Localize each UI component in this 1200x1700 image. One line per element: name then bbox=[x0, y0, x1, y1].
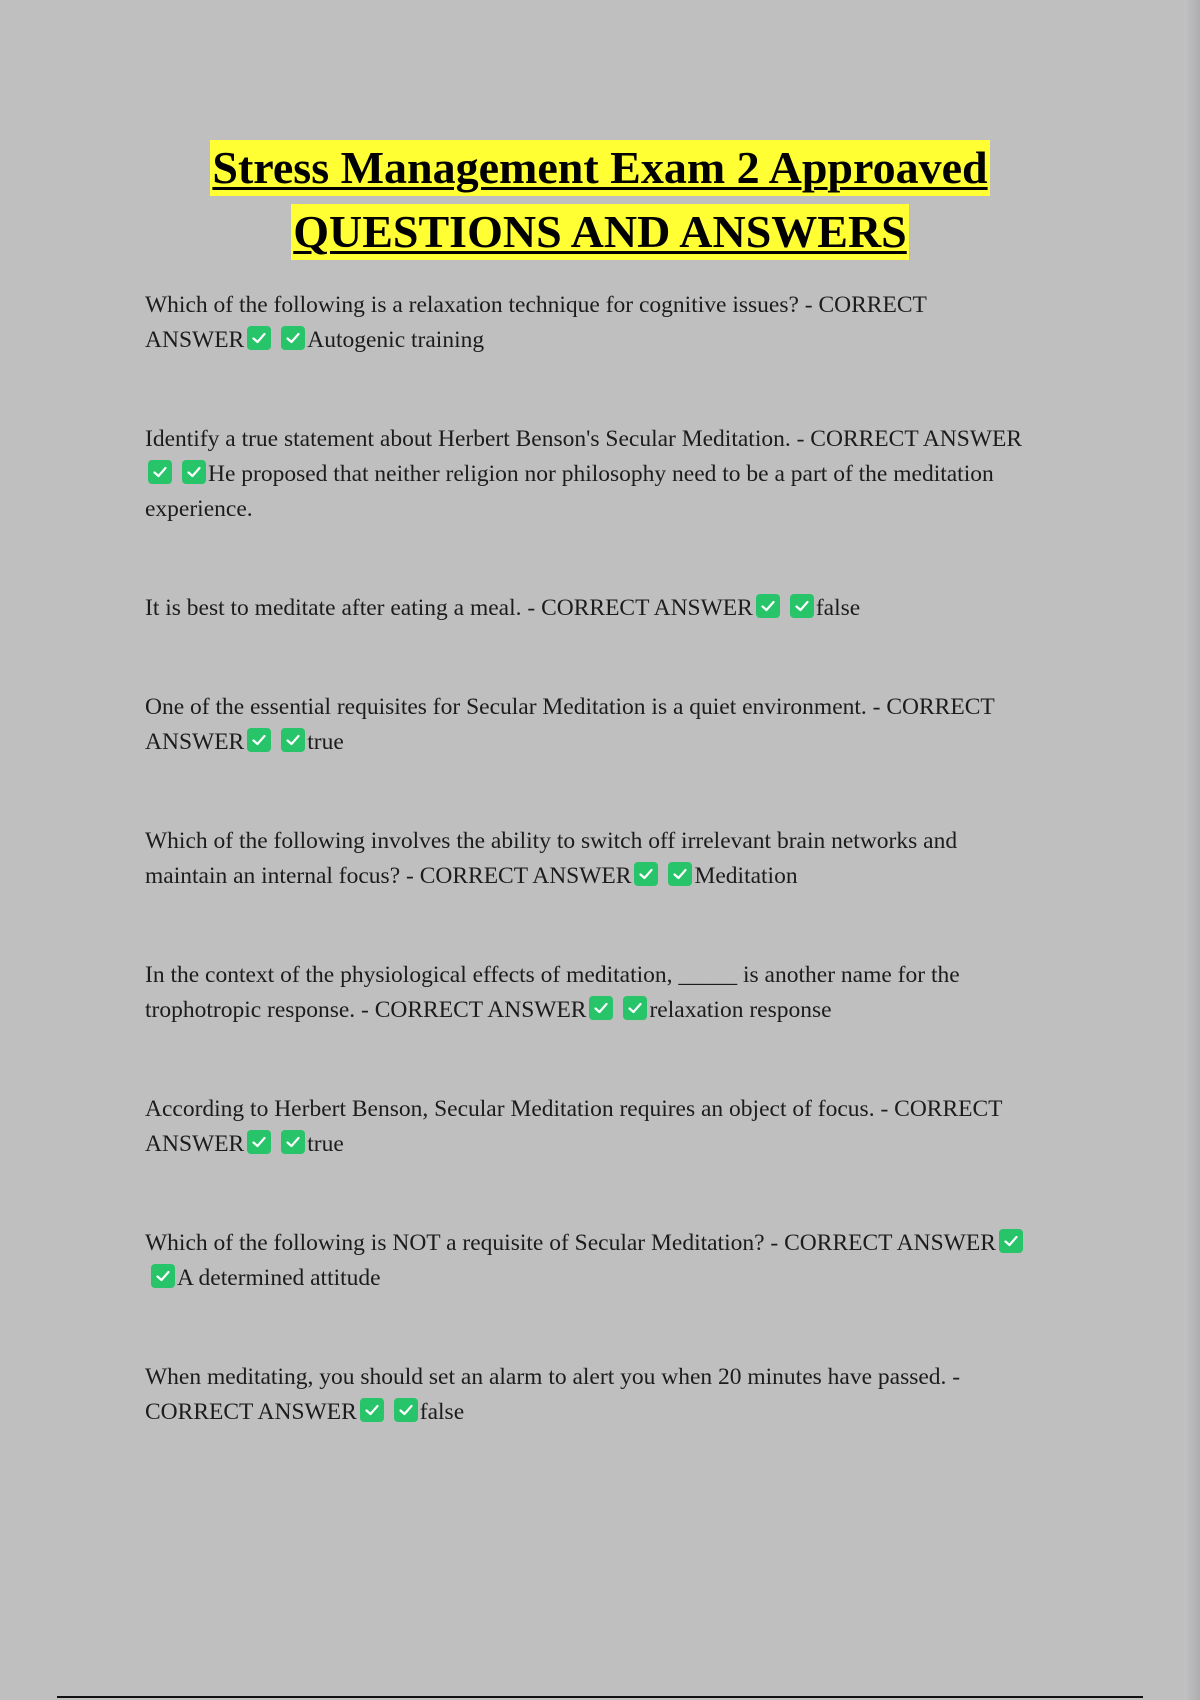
question-text: Which of the following involves the ability to switch off irrelevant brain networks and maintain an internal focus? - CORRECT ANSWER bbox=[145, 828, 958, 889]
question-text: Identify a true statement about Herbert Benson's Secular Meditation. - CORRECT ANSWER bbox=[145, 426, 1023, 452]
check-icon bbox=[281, 326, 305, 350]
question-text: Which of the following is a relaxation technique for cognitive issues? - CORRECT ANSWER bbox=[145, 292, 927, 353]
footer-divider bbox=[57, 1696, 1143, 1698]
check-icon bbox=[634, 862, 658, 886]
check-icon bbox=[148, 460, 172, 484]
question-text: It is best to meditate after eating a meal. - CORRECT ANSWER bbox=[145, 595, 753, 621]
qa-item bbox=[145, 1092, 1030, 1162]
check-icon bbox=[247, 326, 271, 350]
qa-list bbox=[145, 288, 1030, 1494]
qa-item bbox=[145, 591, 1030, 626]
check-icon bbox=[151, 1264, 175, 1288]
document-title bbox=[0, 140, 1200, 268]
title-line-1: Stress Management Exam 2 Approaved bbox=[210, 140, 989, 196]
question-text: One of the essential requisites for Secular Meditation is a quiet environment. - CORRECT ANSWER bbox=[145, 694, 995, 755]
answer-text: He proposed that neither religion nor philosophy need to be a part of the meditation experience. bbox=[145, 461, 994, 522]
question-text: In the context of the physiological effects of meditation, _____ is another name for the trophotropic response. - CORRECT ANSWER bbox=[145, 962, 960, 1023]
answer-text: relaxation response bbox=[649, 997, 832, 1023]
qa-item bbox=[145, 288, 1030, 358]
check-icon bbox=[999, 1229, 1023, 1253]
question-text: According to Herbert Benson, Secular Meditation requires an object of focus. - CORRECT ANSWER bbox=[145, 1096, 1003, 1157]
answer-text: true bbox=[307, 729, 344, 755]
check-icon bbox=[668, 862, 692, 886]
check-icon bbox=[182, 460, 206, 484]
check-icon bbox=[790, 594, 814, 618]
qa-item bbox=[145, 690, 1030, 760]
question-text: When meditating, you should set an alarm to alert you when 20 minutes have passed. - CORRECT ANSWER bbox=[145, 1364, 961, 1425]
check-icon bbox=[247, 1130, 271, 1154]
check-icon bbox=[756, 594, 780, 618]
answer-text: false bbox=[815, 595, 861, 621]
check-icon bbox=[247, 728, 271, 752]
check-icon bbox=[281, 1130, 305, 1154]
answer-text: false bbox=[419, 1399, 465, 1425]
check-icon bbox=[589, 996, 613, 1020]
qa-item bbox=[145, 1360, 1030, 1430]
qa-item bbox=[145, 824, 1030, 894]
answer-text: Autogenic training bbox=[307, 327, 485, 353]
qa-item bbox=[145, 958, 1030, 1028]
title-line-2: QUESTIONS AND ANSWERS bbox=[291, 204, 909, 260]
qa-item bbox=[145, 1226, 1030, 1296]
answer-text: Meditation bbox=[694, 863, 798, 889]
check-icon bbox=[360, 1398, 384, 1422]
qa-item bbox=[145, 422, 1030, 527]
question-text: Which of the following is NOT a requisite of Secular Meditation? - CORRECT ANSWER bbox=[145, 1230, 996, 1256]
answer-text: A determined attitude bbox=[177, 1265, 381, 1291]
answer-text: true bbox=[307, 1131, 344, 1157]
check-icon bbox=[281, 728, 305, 752]
check-icon bbox=[623, 996, 647, 1020]
check-icon bbox=[394, 1398, 418, 1422]
